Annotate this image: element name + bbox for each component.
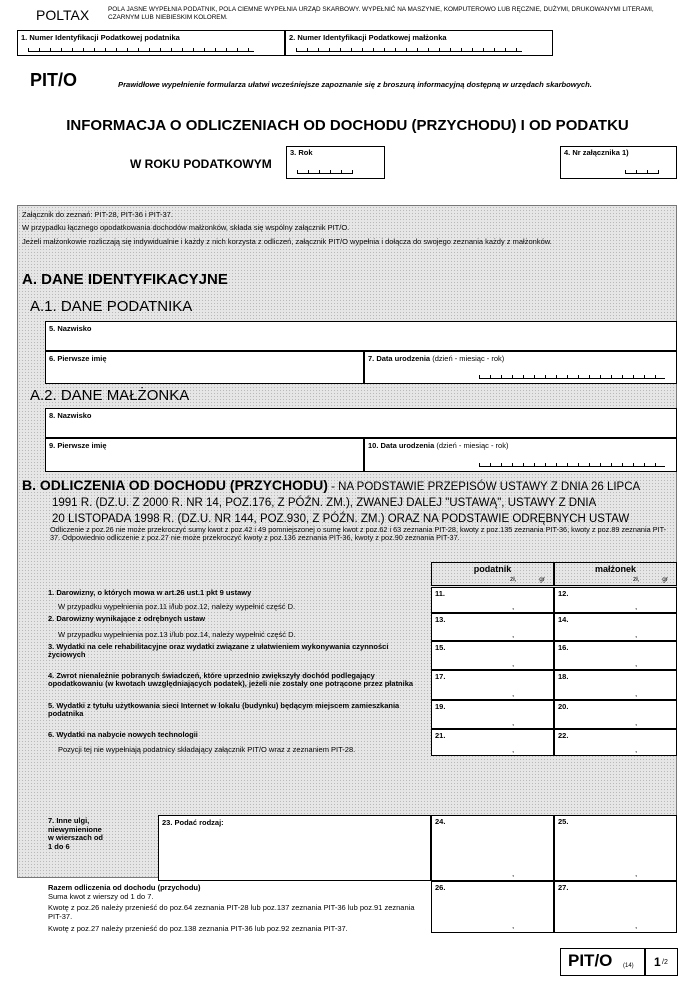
footer-form-code-box: [560, 948, 645, 976]
malzonek-data-urodzenia-label-format: (dzień - miesiąc - rok): [434, 441, 509, 450]
amount-field-25[interactable]: [554, 815, 677, 881]
amount-field-13[interactable]: [431, 613, 554, 641]
comb-tick: [644, 375, 645, 378]
comb-tick: [625, 170, 626, 173]
nip-malzonek-label: 2. Numer Identyfikacji Podatkowej małżonka: [289, 33, 447, 42]
amount-field-number: 13.: [435, 615, 446, 624]
comb-tick: [226, 48, 227, 51]
intro-line-2: W przypadku łącznego opodatkowania dochodów małżonków, składa się wspólny załącznik PIT/O.: [22, 223, 350, 232]
amount-field-number: 20.: [558, 702, 569, 711]
amount-field-number: 15.: [435, 643, 446, 652]
amount-field-17[interactable]: [431, 670, 554, 700]
comb-tick: [534, 463, 535, 466]
attachment-number-field[interactable]: [560, 146, 677, 179]
comb-tick: [193, 48, 194, 51]
comb-tick: [94, 48, 95, 51]
footer-form-code: PIT/O: [568, 951, 613, 970]
podatnik-imie-field[interactable]: [45, 351, 364, 384]
amount-field-15[interactable]: [431, 641, 554, 670]
amount-field-number: 11.: [435, 589, 446, 598]
row7-type-label: 23. Podać rodzaj:: [162, 818, 224, 827]
comb-tick: [647, 170, 648, 173]
sum-sub: Suma kwot z wierszy od 1 do 7.: [48, 892, 154, 901]
intro-line-1: Załącznik do zeznań: PIT-28, PIT-36 i PIT-37.: [22, 210, 173, 219]
attachment-number-comb: [625, 169, 659, 174]
comb-tick: [39, 48, 40, 51]
col-podatnik-zl: zł,: [510, 576, 517, 583]
malzonek-data-urodzenia-label: [368, 441, 508, 450]
section-b-note: Odliczenie z poz.26 nie może przekroczyć sumy kwot z poz.42 i 49 pomniejszonej o sumę kwot z poz.62 i 63 zeznania PIT-28, kwoty z poz.135 zeznania PIT-36, kwoty z poz.89 zeznania PIT-37. Odpowiednio odliczenie z poz.27 nie może przekroczyć kwoty z poz.136 zeznania PIT-36, kwoty z poz.90 zeznania PIT-37.: [50, 525, 667, 543]
comb-tick: [578, 463, 579, 466]
sum-note-2: Kwotę z poz.27 należy przenieść do poz.138 zeznania PIT-36 lub poz.92 zeznania PIT-37.: [48, 924, 348, 933]
comb-tick: [505, 48, 506, 51]
comb-tick: [384, 48, 385, 51]
col-malzonek-label: małżonek: [594, 564, 636, 574]
comb-tick: [352, 170, 353, 173]
decimal-separator: ,: [635, 745, 638, 754]
comb-tick: [600, 463, 601, 466]
comb-tick: [406, 48, 407, 51]
comb-tick: [395, 48, 396, 51]
comb-tick: [494, 48, 495, 51]
decimal-separator: ,: [512, 659, 515, 668]
comb-tick: [215, 48, 216, 51]
comb-tick: [512, 463, 513, 466]
comb-tick: [28, 48, 29, 51]
footer-page-total: /2: [662, 959, 668, 966]
deduction-row-label: 1. Darowizny, o których mowa w art.26 ust.1 pkt 9 ustawy: [48, 588, 252, 597]
attachment-number-label: 4. Nr załącznika 1): [564, 148, 629, 157]
comb-tick: [373, 48, 374, 51]
comb-tick: [307, 48, 308, 51]
decimal-separator: ,: [635, 718, 638, 727]
comb-tick: [127, 48, 128, 51]
amount-field-11[interactable]: [431, 587, 554, 613]
amount-field-19[interactable]: [431, 700, 554, 729]
comb-tick: [479, 463, 480, 466]
comb-tick: [567, 375, 568, 378]
year-comb: [297, 169, 353, 174]
col-malzonek-zl: zł,: [633, 576, 640, 583]
amount-field-24[interactable]: [431, 815, 554, 881]
comb-tick: [296, 48, 297, 51]
nip-podatnik-field[interactable]: [17, 30, 285, 56]
nip-podatnik-label: 1. Numer Identyfikacji Podatkowej podatnika: [21, 33, 180, 42]
amount-field-26[interactable]: [431, 881, 554, 933]
amount-field-number: 22.: [558, 731, 569, 740]
comb-tick: [461, 48, 462, 51]
comb-tick: [83, 48, 84, 51]
decimal-separator: ,: [512, 602, 515, 611]
form-notice: Prawidłowe wypełnienie formularza ułatwi wcześniejsze zapoznanie się z broszurą informacyjną dostępną w urzędach skarbowych.: [118, 80, 592, 89]
comb-tick: [556, 375, 557, 378]
row7-label: 7. Inne ulgi, niewymienione w wierszach od 1 do 6: [48, 816, 104, 851]
comb-tick: [636, 170, 637, 173]
podatnik-nazwisko-field[interactable]: [45, 321, 677, 351]
comb-tick: [417, 48, 418, 51]
comb-tick: [545, 375, 546, 378]
podatnik-imie-label: 6. Pierwsze imię: [49, 354, 107, 363]
nip-podatnik-comb: [28, 47, 254, 52]
col-malzonek-gr: gr: [662, 576, 668, 583]
section-b-title-rest: - NA PODSTAWIE PRZEPISÓW USTAWY Z DNIA 26 LIPCA: [327, 481, 641, 493]
sum-label: Razem odliczenia od dochodu (przychodu): [48, 883, 201, 892]
section-b-title-line2: 1991 R. (DZ.U. Z 2000 R. NR 14, POZ.176, Z PÓŹN. ZM.), ZWANEJ DALEJ "USTAWĄ", USTAWY Z DNIA: [52, 497, 597, 509]
comb-tick: [490, 375, 491, 378]
col-header-malzonek: [554, 562, 677, 586]
section-a-title: A. DANE IDENTYFIKACYJNE: [22, 271, 228, 288]
nip-malzonek-comb: [296, 47, 522, 52]
decimal-separator: ,: [635, 921, 638, 930]
deduction-row-label: 5. Wydatki z tytułu użytkowania sieci Internet w lokalu (budynku) będącym miejscem zamieszkania podatnika: [48, 701, 400, 718]
comb-tick: [545, 463, 546, 466]
decimal-separator: ,: [635, 689, 638, 698]
comb-tick: [622, 375, 623, 378]
deduction-row-sub: W przypadku wypełnienia poz.11 i/lub poz.12, należy wypełnić część D.: [58, 602, 296, 611]
nip-malzonek-field[interactable]: [285, 30, 553, 56]
footer-page-number: 1: [654, 955, 661, 969]
form-instruction: POLA JASNE WYPEŁNIA PODATNIK, POLA CIEMNE WYPEŁNIA URZĄD SKARBOWY. WYPEŁNIĆ NA MASZYNIE, KOMPUTEROWO LUB RĘCZNIE, DUŻYMI, DRUKOWANYMI LITERAMI, CZARNYM LUB NIEBIESKIM KOLOREM.: [108, 6, 654, 21]
comb-tick: [490, 463, 491, 466]
comb-tick: [329, 48, 330, 51]
decimal-separator: ,: [512, 921, 515, 930]
amount-field-number: 19.: [435, 702, 446, 711]
comb-tick: [622, 463, 623, 466]
deduction-row-sub: W przypadku wypełnienia poz.13 i/lub poz.14, należy wypełnić część D.: [58, 630, 296, 639]
decimal-separator: ,: [512, 718, 515, 727]
amount-field-20[interactable]: [554, 700, 677, 729]
comb-tick: [330, 170, 331, 173]
amount-field-18[interactable]: [554, 670, 677, 700]
comb-tick: [105, 48, 106, 51]
section-b-title-line3: 20 LISTOPADA 1998 R. (DZ.U. NR 144, POZ.930, Z PÓŹN. ZM.) ORAZ NA PODSTAWIE ODRĘBNYCH USTAW: [52, 513, 630, 525]
comb-tick: [50, 48, 51, 51]
comb-tick: [534, 375, 535, 378]
comb-tick: [340, 48, 341, 51]
decimal-separator: ,: [512, 689, 515, 698]
decimal-separator: ,: [512, 630, 515, 639]
amount-field-12[interactable]: [554, 587, 677, 613]
amount-field-24-number: 24.: [435, 817, 446, 826]
comb-tick: [556, 463, 557, 466]
comb-tick: [319, 170, 320, 173]
comb-tick: [308, 170, 309, 173]
deduction-row-label: 4. Zwrot nienależnie pobranych świadczeń, które uprzednio zwiększyły dochód podlegający opodatkowaniu (w kwotach uwzględniających podatek), jeżeli nie zostały one potrącone przez płatnika: [48, 671, 414, 688]
comb-tick: [578, 375, 579, 378]
section-a1-title: A.1. DANE PODATNIKA: [30, 298, 193, 315]
comb-tick: [182, 48, 183, 51]
podatnik-data-urodzenia-label-format: (dzień - miesiąc - rok): [430, 354, 505, 363]
comb-tick: [567, 463, 568, 466]
malzonek-imie-field[interactable]: [45, 438, 364, 472]
comb-tick: [428, 48, 429, 51]
comb-tick: [72, 48, 73, 51]
malzonek-data-urodzenia-label-bold: 10. Data urodzenia: [368, 441, 435, 450]
amount-field-25-number: 25.: [558, 817, 569, 826]
comb-tick: [501, 463, 502, 466]
comb-tick: [204, 48, 205, 51]
section-b-title: [22, 477, 682, 527]
deduction-row-label: 3. Wydatki na cele rehabilitacyjne oraz wydatki związane z ułatwieniem wykonywania czynności życiowych: [48, 642, 389, 659]
comb-tick: [479, 375, 480, 378]
comb-tick: [472, 48, 473, 51]
section-b-title-bold: B. ODLICZENIA OD DOCHODU (PRZYCHODU): [22, 477, 328, 493]
comb-tick: [633, 375, 634, 378]
comb-tick: [297, 170, 298, 173]
amount-field-14[interactable]: [554, 613, 677, 641]
malzonek-data-urodzenia-field[interactable]: [364, 438, 677, 472]
comb-tick: [611, 463, 612, 466]
comb-tick: [450, 48, 451, 51]
comb-tick: [61, 48, 62, 51]
decimal-separator: ,: [635, 602, 638, 611]
comb-tick: [589, 375, 590, 378]
comb-tick: [611, 375, 612, 378]
footer-page-box: [645, 948, 678, 976]
row7-type-field[interactable]: [158, 815, 431, 881]
comb-tick: [149, 48, 150, 51]
podatnik-data-urodzenia-label-bold: 7. Data urodzenia: [368, 354, 431, 363]
form-title: INFORMACJA O ODLICZENIACH OD DOCHODU (PRZYCHODU) I OD PODATKU: [66, 117, 629, 134]
comb-tick: [633, 463, 634, 466]
podatnik-nazwisko-label: 5. Nazwisko: [49, 324, 92, 333]
podatnik-data-urodzenia-comb: [479, 374, 665, 379]
intro-line-3: Jeżeli małżonkowie rozliczają się indywidualnie i każdy z nich korzysta z odliczeń, załącznik PIT/O wypełnia i dołącza do swojego zeznania każdy z małżonków.: [22, 237, 552, 246]
comb-tick: [512, 375, 513, 378]
comb-tick: [655, 375, 656, 378]
sum-note-1: Kwotę z poz.26 należy przenieść do poz.64 zeznania PIT-28 lub poz.137 zeznania PIT-36 lub poz.91 zeznania PIT-37.: [48, 903, 415, 921]
comb-tick: [589, 463, 590, 466]
amount-field-number: 21.: [435, 731, 446, 740]
year-caption: W ROKU PODATKOWYM: [130, 157, 272, 171]
amount-field-26-number: 26.: [435, 883, 446, 892]
malzonek-data-urodzenia-comb: [479, 462, 665, 467]
amount-field-27-number: 27.: [558, 883, 569, 892]
amount-field-number: 14.: [558, 615, 569, 624]
comb-tick: [318, 48, 319, 51]
deduction-row-label: 2. Darowizny wynikające z odrębnych ustaw: [48, 614, 206, 623]
comb-tick: [351, 48, 352, 51]
comb-tick: [362, 48, 363, 51]
comb-tick: [138, 48, 139, 51]
comb-tick: [501, 375, 502, 378]
comb-tick: [237, 48, 238, 51]
decimal-separator: ,: [512, 869, 515, 878]
year-field[interactable]: [286, 146, 385, 179]
comb-tick: [658, 170, 659, 173]
amount-field-21[interactable]: [431, 729, 554, 756]
podatnik-data-urodzenia-field[interactable]: [364, 351, 677, 384]
amount-field-number: 16.: [558, 643, 569, 652]
comb-tick: [116, 48, 117, 51]
comb-tick: [483, 48, 484, 51]
comb-tick: [341, 170, 342, 173]
poltax-brand: POLTAX: [36, 7, 90, 23]
footer-form-version: (14): [623, 963, 634, 969]
malzonek-nazwisko-label: 8. Nazwisko: [49, 411, 92, 420]
comb-tick: [523, 375, 524, 378]
col-header-podatnik: [431, 562, 554, 586]
year-label: 3. Rok: [290, 148, 313, 157]
podatnik-data-urodzenia-label: [368, 354, 504, 363]
comb-tick: [516, 48, 517, 51]
amount-field-number: 17.: [435, 672, 446, 681]
decimal-separator: ,: [635, 659, 638, 668]
comb-tick: [600, 375, 601, 378]
comb-tick: [171, 48, 172, 51]
decimal-separator: ,: [512, 745, 515, 754]
malzonek-imie-label: 9. Pierwsze imię: [49, 441, 107, 450]
decimal-separator: ,: [635, 869, 638, 878]
amount-field-number: 18.: [558, 672, 569, 681]
comb-tick: [160, 48, 161, 51]
decimal-separator: ,: [635, 630, 638, 639]
comb-tick: [655, 463, 656, 466]
section-a2-title: A.2. DANE MAŁŻONKA: [30, 387, 190, 404]
col-podatnik-label: podatnik: [473, 564, 512, 574]
malzonek-nazwisko-field[interactable]: [45, 408, 677, 438]
amount-field-27[interactable]: [554, 881, 677, 933]
amount-field-22[interactable]: [554, 729, 677, 756]
comb-tick: [523, 463, 524, 466]
deduction-row-label: 6. Wydatki na nabycie nowych technologii: [48, 730, 198, 739]
comb-tick: [644, 463, 645, 466]
deduction-row-sub: Pozycji tej nie wypełniają podatnicy składający załącznik PIT/O wraz z zeznaniem PIT-28.: [58, 745, 356, 754]
comb-tick: [248, 48, 249, 51]
comb-tick: [439, 48, 440, 51]
form-code: PIT/O: [30, 70, 78, 90]
amount-field-16[interactable]: [554, 641, 677, 670]
amount-field-number: 12.: [558, 589, 569, 598]
col-podatnik-gr: gr: [539, 576, 545, 583]
